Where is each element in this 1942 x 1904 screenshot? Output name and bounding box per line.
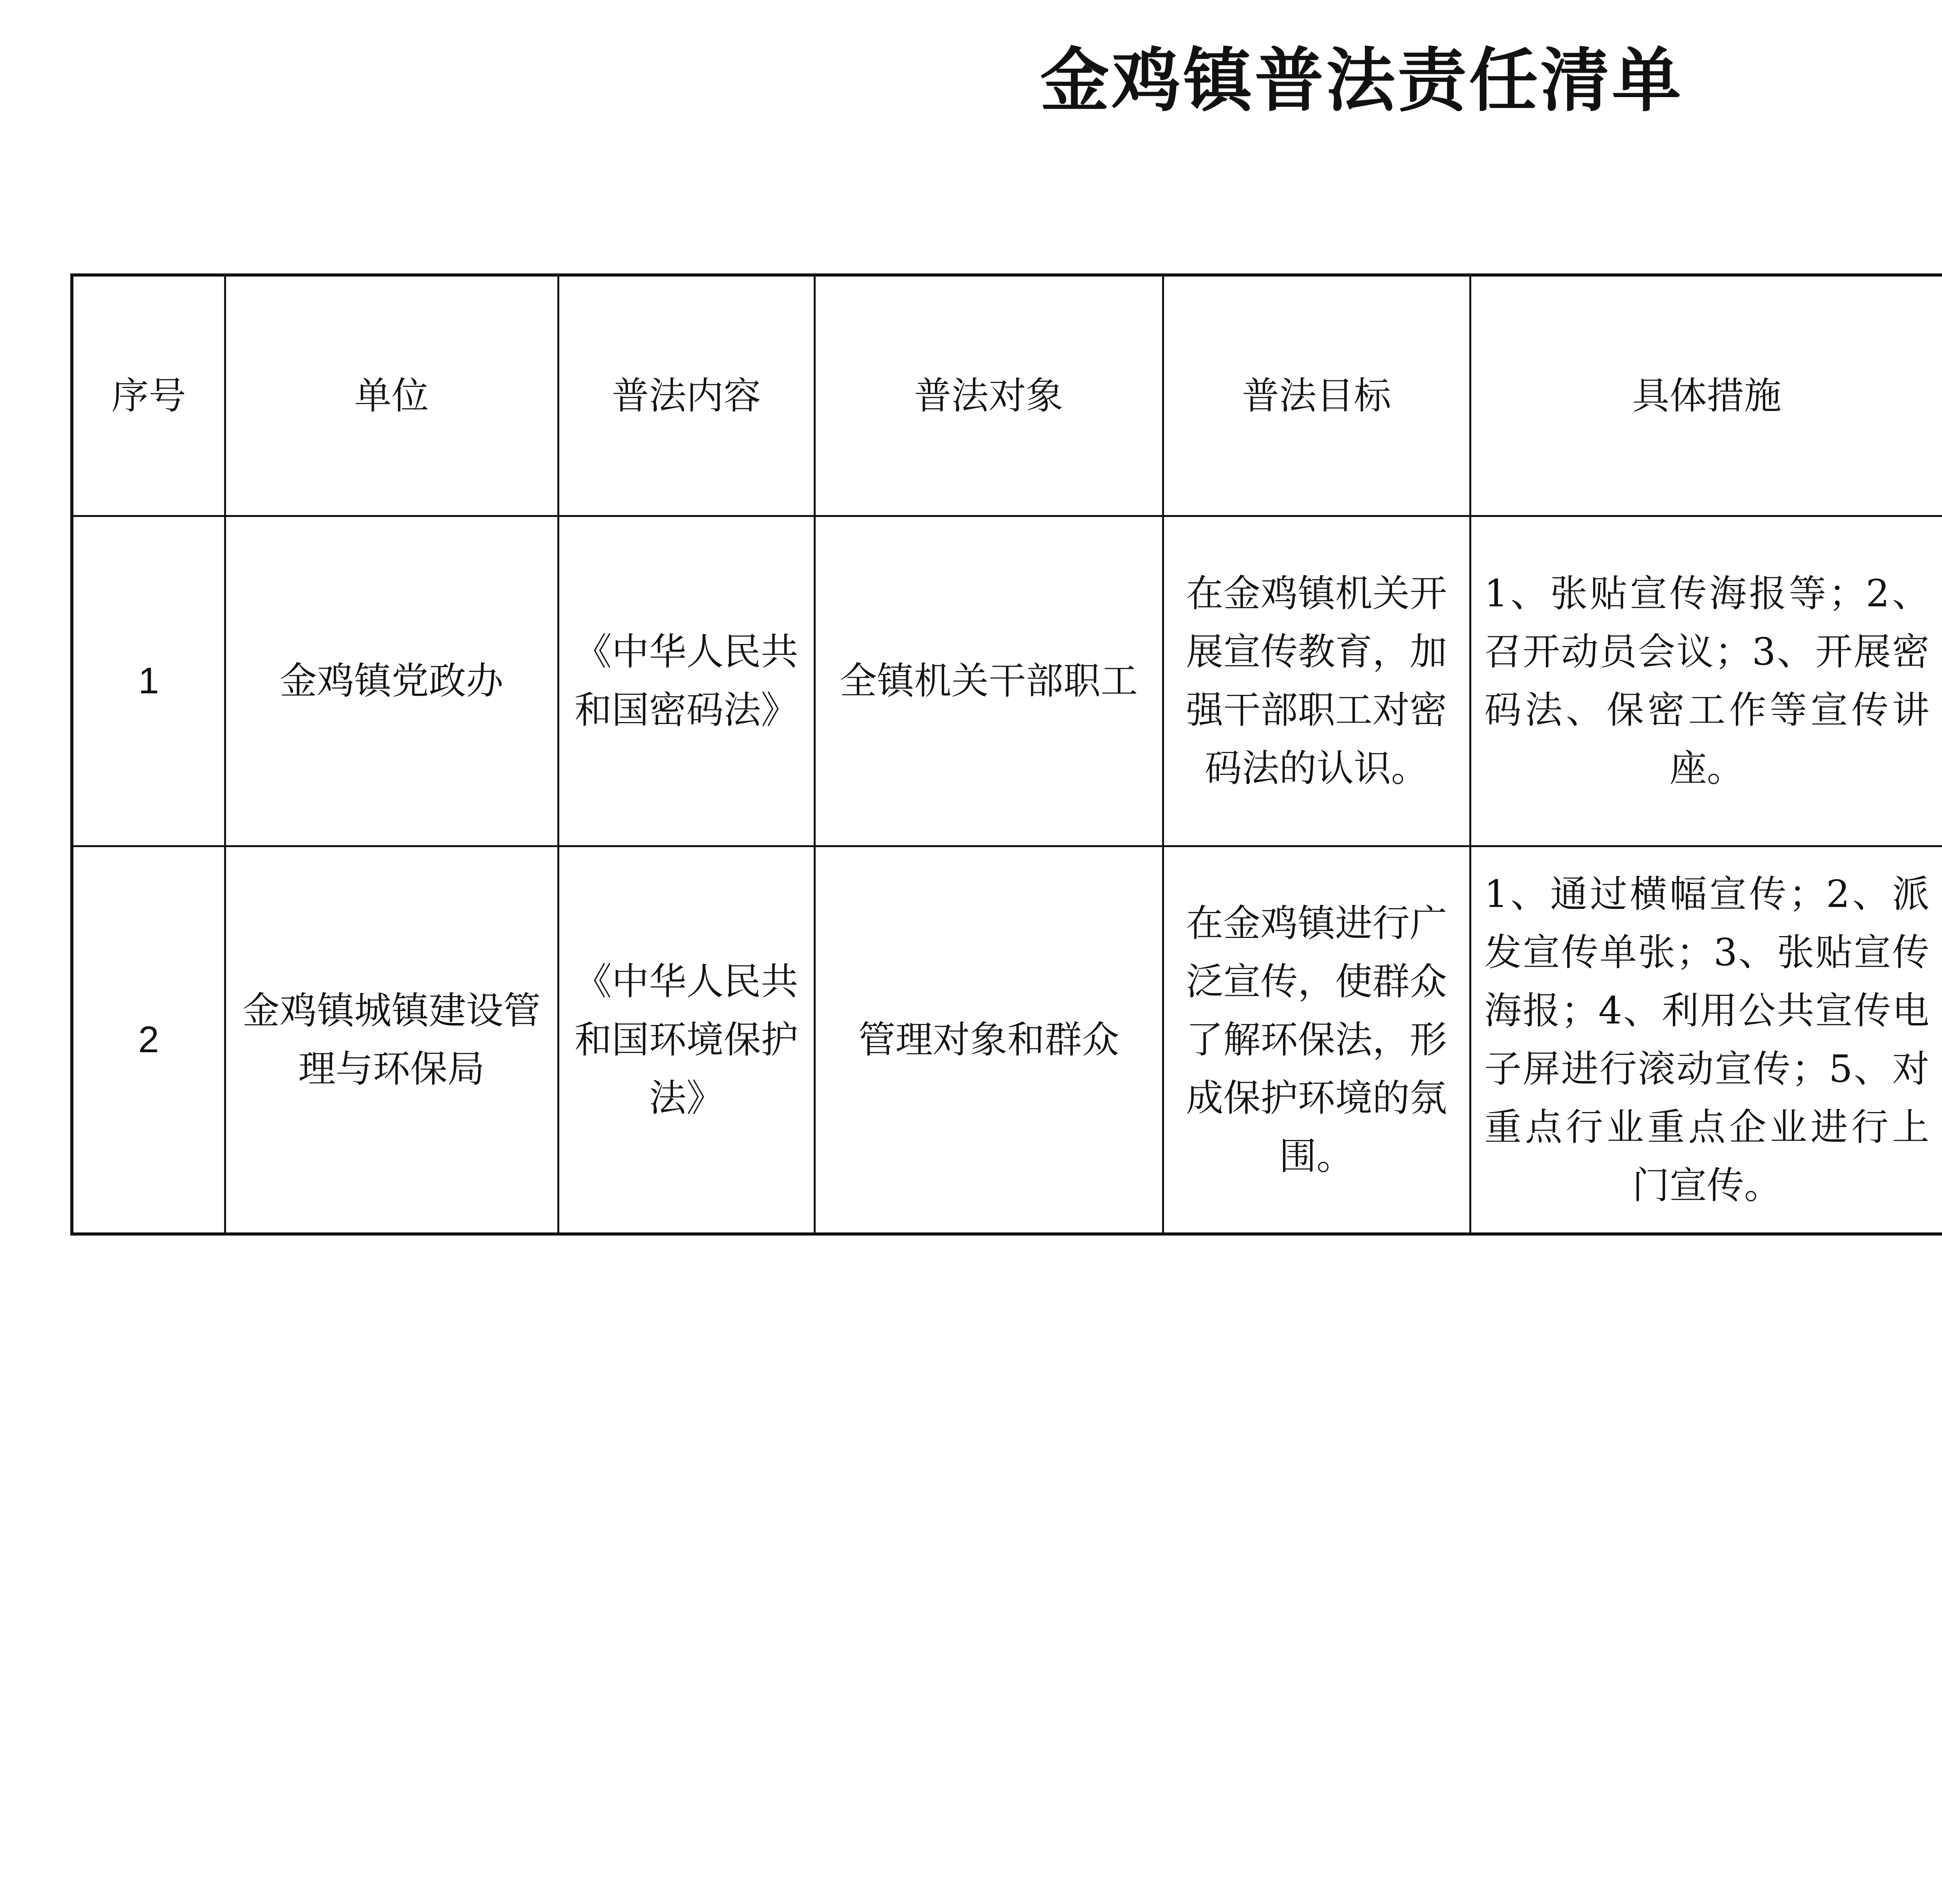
header-unit: 单位 <box>225 275 558 516</box>
row-seq: 2 <box>72 846 225 1234</box>
row-seq: 1 <box>72 516 225 846</box>
document-title: 金鸡镇普法责任清单 <box>1040 40 1683 121</box>
table-row <box>72 516 1942 846</box>
row-measures: 1、张贴宣传海报等；2、召开动员会议；3、开展密码法、保密工作等宣传讲座。 <box>1470 516 1942 846</box>
row-goal: 在金鸡镇进行广泛宣传，使群众了解环保法，形成保护环境的氛围。 <box>1163 846 1470 1234</box>
row-measures: 1、通过横幅宣传；2、派发宣传单张；3、张贴宣传海报；4、利用公共宣传电子屏进行滚动宣传；5、对重点行业重点企业进行上门宣传。 <box>1470 846 1942 1234</box>
row-content: 《中华人民共和国密码法》 <box>558 516 814 846</box>
responsibility-table <box>70 273 1942 1236</box>
row-content: 《中华人民共和国环境保护法》 <box>558 846 814 1234</box>
table-header-row <box>72 275 1942 516</box>
row-audience: 全镇机关干部职工 <box>814 516 1163 846</box>
header-seq: 序号 <box>72 275 225 516</box>
row-unit: 金鸡镇党政办 <box>225 516 558 846</box>
header-goal: 普法目标 <box>1163 275 1470 516</box>
table-row <box>72 846 1942 1234</box>
row-unit: 金鸡镇城镇建设管理与环保局 <box>225 846 558 1234</box>
header-measures: 具体措施 <box>1470 275 1942 516</box>
row-audience: 管理对象和群众 <box>814 846 1163 1234</box>
row-goal: 在金鸡镇机关开展宣传教育，加强干部职工对密码法的认识。 <box>1163 516 1470 846</box>
header-audience: 普法对象 <box>814 275 1163 516</box>
header-content: 普法内容 <box>558 275 814 516</box>
